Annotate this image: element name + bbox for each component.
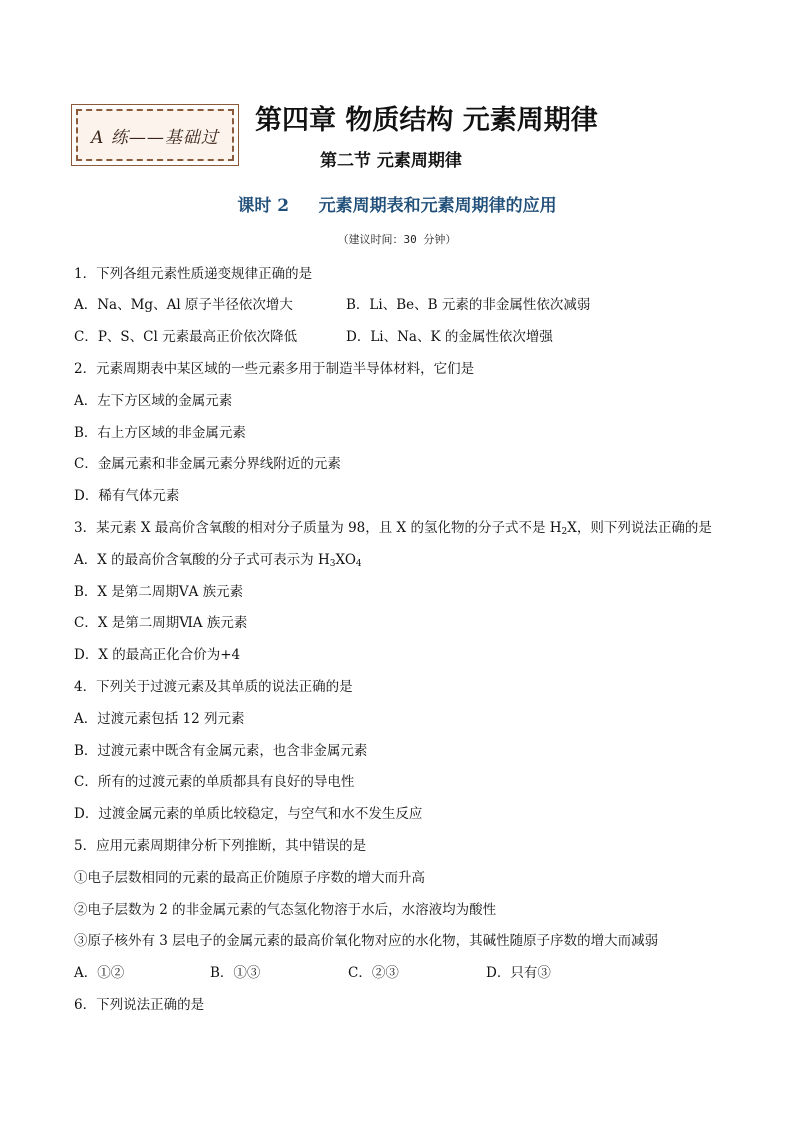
question-2-option-a: A．左下方区域的金属元素 bbox=[74, 393, 233, 409]
question-3-option-a-subscript-2: 4 bbox=[355, 559, 362, 569]
question-3-stem-tail: X，则下列说法正确的是 bbox=[567, 520, 712, 536]
chapter-title: 第四章 物质结构 元素周期律 bbox=[255, 105, 598, 136]
question-4-stem: 4．下列关于过渡元素及其单质的说法正确的是 bbox=[74, 679, 353, 695]
badge-label: A 练——基础过 bbox=[91, 127, 219, 148]
question-1-option-d: D．Li、Na、K 的金属性依次增强 bbox=[346, 329, 553, 345]
question-1-option-a: A．Na、Mg、Al 原子半径依次增大 bbox=[74, 297, 293, 313]
question-5-statement-3: ③原子核外有 3 层电子的金属元素的最高价氧化物对应的水化物，其碱性随原子序数的增大而减弱 bbox=[74, 933, 659, 949]
question-2-option-b: B．右上方区域的非金属元素 bbox=[74, 425, 246, 441]
question-2-option-c: C．金属元素和非金属元素分界线附近的元素 bbox=[74, 456, 341, 472]
question-3-option-c: C．X 是第二周期ⅥA 族元素 bbox=[74, 615, 248, 631]
question-4-option-d: D．过渡金属元素的单质比较稳定，与空气和水不发生反应 bbox=[74, 806, 423, 822]
section-title: 第二节 元素周期律 bbox=[320, 151, 462, 171]
question-4-option-b: B．过渡元素中既含有金属元素，也含非金属元素 bbox=[74, 743, 368, 759]
question-5-option-d: D．只有③ bbox=[486, 965, 551, 981]
question-3-option-a bbox=[74, 548, 362, 569]
question-4-option-c: C．所有的过渡元素的单质都具有良好的导电性 bbox=[74, 774, 355, 790]
badge-frame bbox=[76, 109, 234, 161]
question-4-option-a: A．过渡元素包括 12 列元素 bbox=[74, 711, 245, 727]
question-5-option-b: B．①③ bbox=[210, 965, 261, 981]
question-3-option-a-text: A．X 的最高价含氧酸的分子式可表示为 H bbox=[74, 552, 330, 568]
lesson-title: 课时 2 元素周期表和元素周期律的应用 bbox=[237, 196, 557, 216]
question-3-stem bbox=[74, 516, 712, 537]
practice-level-badge bbox=[71, 104, 239, 166]
question-5-statement-2: ②电子层数为 2 的非金属元素的气态氢化物溶于水后，水溶液均为酸性 bbox=[74, 902, 497, 918]
question-5-statement-1: ①电子层数相同的元素的最高正价随原子序数的增大而升高 bbox=[74, 870, 425, 886]
question-3-option-a-formula: XO bbox=[335, 552, 356, 568]
question-3-stem-subscript: 2 bbox=[561, 527, 568, 537]
question-5-option-a: A．①② bbox=[74, 965, 125, 981]
question-1-stem: 1．下列各组元素性质递变规律正确的是 bbox=[74, 266, 313, 282]
question-5-stem: 5．应用元素周期律分析下列推断，其中错误的是 bbox=[74, 838, 367, 854]
question-2-option-d: D．稀有气体元素 bbox=[74, 488, 180, 504]
suggested-time-note: （建议时间：30 分钟） bbox=[337, 233, 457, 246]
question-1-option-c: C．P、S、Cl 元素最高正价依次降低 bbox=[74, 329, 298, 345]
question-3-option-b: B．X 是第二周期ⅤA 族元素 bbox=[74, 584, 244, 600]
question-5-option-c: C．②③ bbox=[348, 965, 399, 981]
question-6-stem: 6．下列说法正确的是 bbox=[74, 997, 205, 1013]
question-3-option-d: D．X 的最高正化合价为+4 bbox=[74, 647, 241, 663]
question-3-option-a-subscript-1: 3 bbox=[329, 559, 336, 569]
question-2-stem: 2．元素周期表中某区域的一些元素多用于制造半导体材料，它们是 bbox=[74, 361, 475, 377]
question-3-stem-text: 3．某元素 X 最高价含氧酸的相对分子质量为 98，且 X 的氢化物的分子式不是 H bbox=[74, 520, 562, 536]
question-1-option-b: B．Li、Be、B 元素的非金属性依次减弱 bbox=[346, 297, 591, 313]
